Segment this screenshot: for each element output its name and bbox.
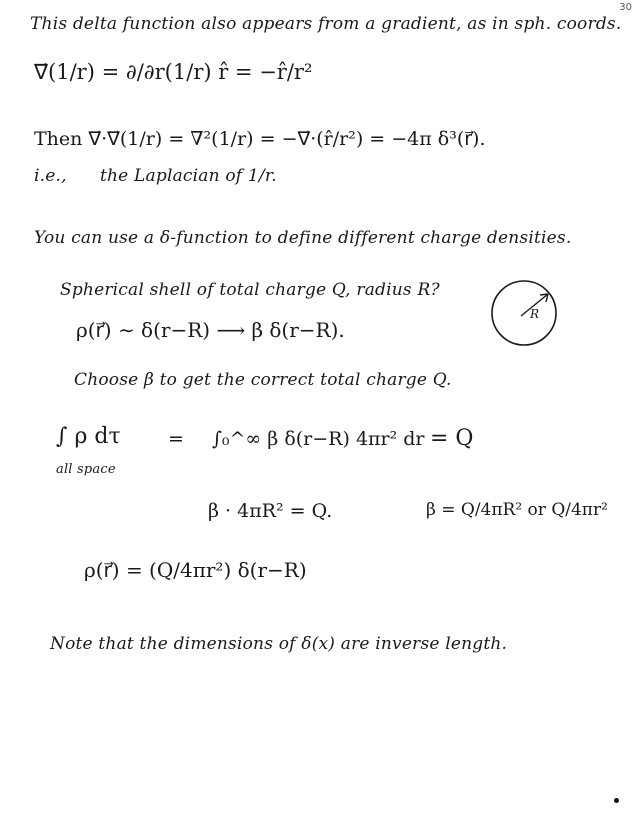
integral-lhs: ∫ ρ dτ	[56, 424, 121, 449]
text-line-1: This delta function also appears from a gradient, as in sph. coords.	[30, 14, 622, 34]
all-space-label: all space	[56, 462, 116, 477]
dimensions-note: Note that the dimensions of δ(x) are inverse length.	[50, 634, 508, 654]
equals-1: =	[168, 428, 184, 450]
beta-area-equation: β · 4πR² = Q.	[208, 500, 333, 522]
choose-beta-text: Choose β to get the correct total charge Q.	[74, 370, 452, 390]
final-density-equation: ρ(r⃗) = (Q/4πr²) δ(r−R)	[84, 558, 307, 582]
beta-solution: β = Q/4πR² or Q/4πr²	[426, 500, 608, 520]
integral-rhs: ∫₀^∞ β δ(r−R) 4πr² dr	[212, 428, 425, 450]
ie-label: i.e.,	[34, 166, 67, 186]
shell-question: Spherical shell of total charge Q, radius R?	[60, 280, 440, 300]
page-number: 30	[619, 2, 632, 13]
laplacian-note: the Laplacian of 1/r.	[100, 166, 277, 186]
radius-label: R	[530, 307, 540, 321]
gradient-equation: ∇⃗(1/r) = ∂/∂r(1/r) r̂ = −r̂/r²	[34, 60, 313, 84]
density-proportional: ρ(r⃗) ∼ δ(r−R) ⟶ β δ(r−R).	[76, 318, 345, 342]
text-line-5: You can use a δ-function to define different charge densities.	[34, 228, 572, 248]
laplacian-equation: Then ∇⃗·∇⃗(1/r) = ∇²(1/r) = −∇⃗·(r̂/r²) = −4π δ³(r⃗).	[34, 128, 486, 150]
equals-Q: = Q	[430, 426, 474, 451]
ink-dot	[614, 798, 619, 803]
